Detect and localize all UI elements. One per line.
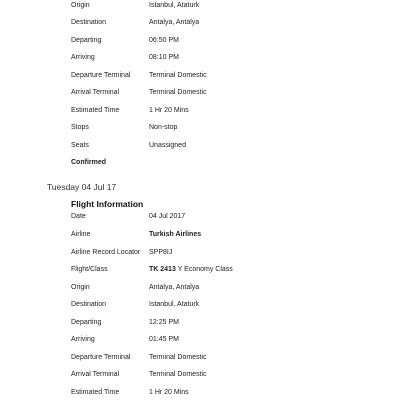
detail-value: 01:45 PM [149, 336, 179, 343]
detail-label: Estimated Time [71, 389, 120, 396]
detail-label: Departure Terminal [71, 354, 131, 361]
detail-value: 1 Hr 20 Mins [149, 389, 189, 396]
detail-value: Non-stop [149, 124, 178, 131]
detail-row-date [0, 211, 400, 223]
detail-value: Istanbul, Ataturk [149, 2, 200, 9]
detail-value: Istanbul, Ataturk [149, 301, 200, 308]
detail-row-origin [0, 282, 400, 294]
detail-value: 08:10 PM [149, 54, 179, 61]
detail-label: Airline Record Locator [71, 249, 141, 256]
detail-value: Antalya, Antalya [149, 284, 200, 291]
detail-row-arriving [0, 52, 400, 64]
detail-label: Departing [71, 319, 102, 326]
detail-row-flight-class [0, 264, 400, 276]
detail-label: Stops [71, 124, 89, 131]
detail-label: Airline [71, 231, 91, 238]
detail-row-destination [0, 299, 400, 311]
detail-row-arriving [0, 334, 400, 346]
booking-status: Confirmed [71, 159, 106, 166]
detail-value: 04 Jul 2017 [149, 213, 186, 220]
flight-class-value [149, 264, 233, 276]
detail-value: Terminal Domestic [149, 89, 207, 96]
detail-label: Origin [71, 2, 90, 9]
detail-label: Departure Terminal [71, 72, 131, 79]
section-title: Flight Information [71, 199, 144, 209]
detail-row-arrival-terminal [0, 87, 400, 99]
detail-row-departing [0, 35, 400, 47]
detail-row-departing [0, 317, 400, 329]
detail-label: Destination [71, 19, 107, 26]
detail-label: Seats [71, 142, 89, 149]
detail-value: Terminal Domestic [149, 354, 207, 361]
detail-row-estimated-time [0, 105, 400, 117]
detail-row-destination [0, 17, 400, 29]
detail-row-departure-terminal [0, 352, 400, 364]
detail-label: Flight/Class [71, 266, 108, 273]
detail-row-seats [0, 140, 400, 152]
detail-label: Destination [71, 301, 107, 308]
detail-value: Terminal Domestic [149, 72, 207, 79]
flight-number: TK 2413 [149, 266, 176, 273]
detail-label: Estimated Time [71, 107, 120, 114]
detail-label: Arrival Terminal [71, 371, 120, 378]
detail-row-departure-terminal [0, 70, 400, 82]
detail-label: Arriving [71, 336, 95, 343]
detail-value: Antalya, Antalya [149, 19, 200, 26]
airline-name: Turkish Airlines [149, 231, 202, 238]
detail-value: Unassigned [149, 142, 186, 149]
detail-row-estimated-time [0, 387, 400, 399]
detail-label: Date [71, 213, 86, 220]
detail-value: 06:50 PM [149, 37, 179, 44]
detail-value: 12:25 PM [149, 319, 179, 326]
detail-label: Origin [71, 284, 90, 291]
cabin-class: Y Economy Class [177, 266, 233, 273]
day-heading: Tuesday 04 Jul 17 [47, 182, 117, 192]
detail-row-airline [0, 229, 400, 241]
detail-value: Terminal Domestic [149, 371, 207, 378]
detail-label: Departing [71, 37, 102, 44]
record-locator: SPP8IJ [149, 249, 173, 256]
detail-label: Arrival Terminal [71, 89, 120, 96]
detail-label: Arriving [71, 54, 95, 61]
detail-row-origin [0, 0, 400, 12]
detail-row-arrival-terminal [0, 369, 400, 381]
detail-row-record-locator [0, 247, 400, 259]
detail-value: 1 Hr 20 Mins [149, 107, 189, 114]
detail-row-stops [0, 122, 400, 134]
